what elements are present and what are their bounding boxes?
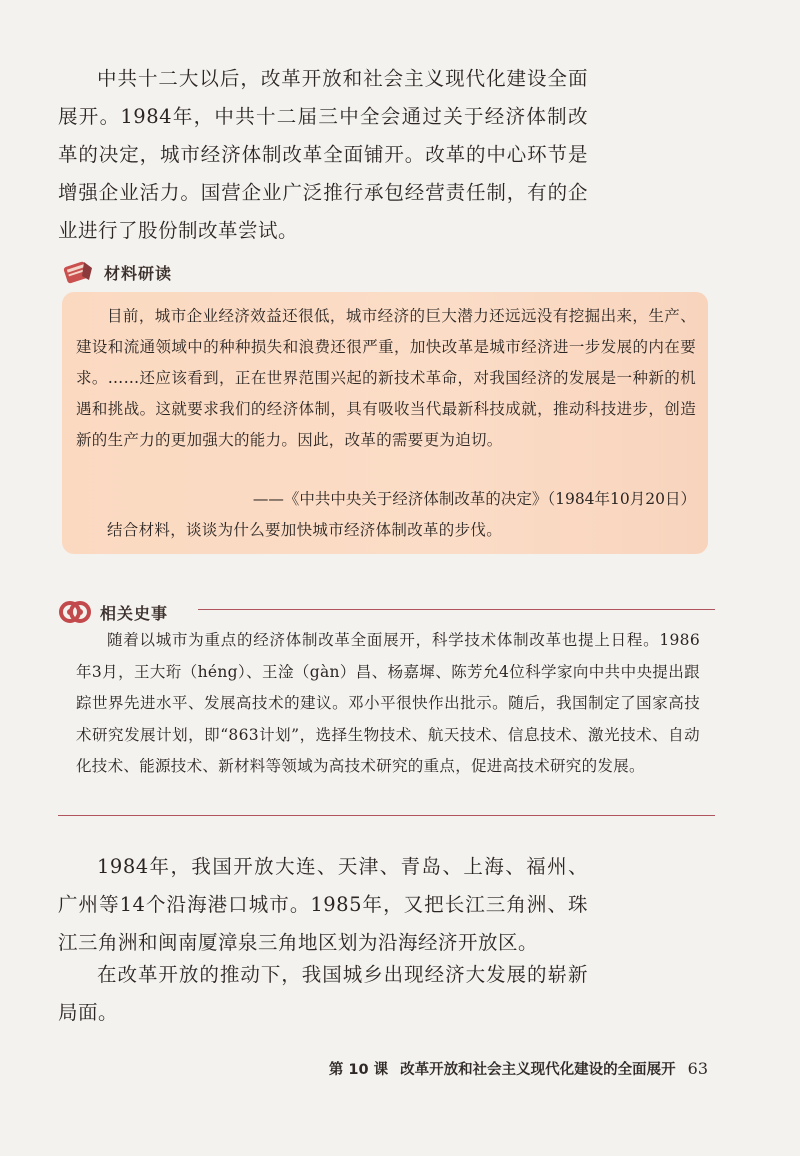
page-number: 63	[687, 1059, 708, 1078]
body-paragraph-3: 在改革开放的推动下，我国城乡出现经济大发展的崭新局面。	[58, 963, 588, 1024]
material-quote: 目前，城市企业经济效益还很低，城市经济的巨大潜力还远远没有挖掘出来，生产、建设和流通领域中的种种损失和浪费还很严重，加快改革是城市经济进一步发展的内在要求。……还应该看到，正在世界范围兴起的新技术革命，对我国经济的发展是一种新的机遇和挑战。这就要求我们的经济体制，具有吸收当代最新科技成就，推动科技进步，创造新的生产力的更加强大的能力。因此，改革的需要更为迫切。	[76, 307, 696, 449]
body-paragraph-2: 1984年，我国开放大连、天津、青岛、上海、福州、广州等14个沿海港口城市。1985年，又把长江三角洲、珠江三角洲和闽南厦漳泉三角地区划为沿海经济开放区。	[58, 855, 588, 954]
swirl-icon	[58, 597, 92, 627]
book-icon	[62, 258, 96, 286]
body-paragraph-1: 中共十二大以后，改革开放和社会主义现代化建设全面展开。1984年，中共十二届三中全会通过关于经济体制改革的决定，城市经济体制改革全面铺开。改革的中心环节是增强企业活力。国营企业广泛推行承包经营责任制，有的企业进行了股份制改革尝试。	[58, 67, 588, 242]
related-history-top-rule	[198, 609, 715, 610]
related-history-text: 随着以城市为重点的经济体制改革全面展开，科学技术体制改革也提上日程。1986年3月，王大珩（héng）、王淦（gàn）昌、杨嘉墀、陈芳允4位科学家向中共中央提出跟踪世界先进水平、发展高技术的建议。邓小平很快作出批示。随后，我国制定了国家高技术研究发展计划，即“863计划”，选择生物技术、航天技术、信息技术、激光技术、自动化技术、能源技术、新材料等领域为高技术研究的重点，促进高技术研究的发展。	[76, 631, 700, 775]
page-footer	[329, 1058, 708, 1079]
related-history-header	[58, 597, 718, 627]
lesson-title: 改革开放和社会主义现代化建设的全面展开	[400, 1062, 676, 1078]
material-source: ——《中共中央关于经济体制改革的决定》（1984年10月20日）	[252, 490, 696, 508]
lesson-number: 第 10 课	[328, 1062, 389, 1078]
material-reading-header	[62, 258, 172, 286]
related-history-title: 相关史事	[100, 603, 169, 623]
related-history-bottom-rule	[58, 815, 715, 816]
material-reading-title: 材料研读	[104, 263, 173, 283]
material-question: 结合材料，谈谈为什么要加快城市经济体制改革的步伐。	[107, 521, 503, 539]
